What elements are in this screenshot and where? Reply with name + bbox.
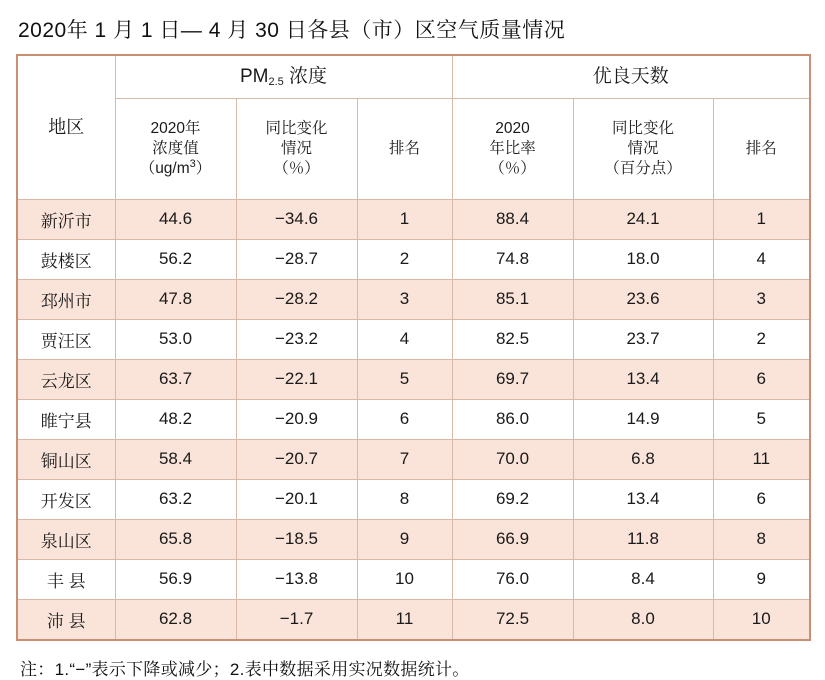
cell-pm25-rank: 1 bbox=[357, 199, 452, 239]
cell-days-value: 88.4 bbox=[452, 199, 573, 239]
header-pm25-value-l1: 2020年 bbox=[150, 119, 201, 137]
cell-days-value: 72.5 bbox=[452, 599, 573, 640]
header-days-change-l1: 同比变化 bbox=[611, 119, 674, 137]
cell-days-change: 11.8 bbox=[573, 519, 713, 559]
cell-pm25-change: −34.6 bbox=[236, 199, 357, 239]
cell-region: 睢宁县 bbox=[17, 399, 115, 439]
header-pm25-value-l2: 浓度值 bbox=[152, 139, 199, 157]
cell-region: 新沂市 bbox=[17, 199, 115, 239]
cell-days-change: 8.4 bbox=[573, 559, 713, 599]
cell-region: 邳州市 bbox=[17, 279, 115, 319]
header-pm25-change bbox=[236, 98, 357, 199]
cell-days-rank: 11 bbox=[713, 439, 810, 479]
cell-pm25-rank: 7 bbox=[357, 439, 452, 479]
table-row bbox=[17, 479, 810, 519]
cell-days-rank: 4 bbox=[713, 239, 810, 279]
table-row bbox=[17, 279, 810, 319]
table-row bbox=[17, 199, 810, 239]
header-days-value-l3: （％） bbox=[489, 159, 536, 177]
header-days-change-l3: （百分点） bbox=[604, 159, 682, 177]
table-row bbox=[17, 399, 810, 439]
table-row bbox=[17, 359, 810, 399]
cell-days-change: 23.6 bbox=[573, 279, 713, 319]
cell-pm25-rank: 9 bbox=[357, 519, 452, 559]
cell-pm25-rank: 11 bbox=[357, 599, 452, 640]
cell-pm25-change: −20.1 bbox=[236, 479, 357, 519]
table-row bbox=[17, 439, 810, 479]
cell-pm25-change: −28.7 bbox=[236, 239, 357, 279]
cell-days-rank: 2 bbox=[713, 319, 810, 359]
cell-pm25-rank: 2 bbox=[357, 239, 452, 279]
cell-days-change: 24.1 bbox=[573, 199, 713, 239]
cell-pm25-change: −20.9 bbox=[236, 399, 357, 439]
cell-pm25-rank: 3 bbox=[357, 279, 452, 319]
header-group-good-days: 优良天数 bbox=[452, 55, 810, 98]
cell-days-change: 13.4 bbox=[573, 479, 713, 519]
cell-pm25-rank: 5 bbox=[357, 359, 452, 399]
cell-pm25-value: 63.7 bbox=[115, 359, 236, 399]
cell-days-rank: 3 bbox=[713, 279, 810, 319]
cell-days-change: 14.9 bbox=[573, 399, 713, 439]
table-row bbox=[17, 319, 810, 359]
header-pm25-rank: 排名 bbox=[357, 98, 452, 199]
cell-days-rank: 8 bbox=[713, 519, 810, 559]
header-days-rank: 排名 bbox=[713, 98, 810, 199]
header-days-value bbox=[452, 98, 573, 199]
header-group-pm25: $PM_{2.5}$ 浓度 bbox=[115, 55, 452, 98]
cell-days-value: 69.7 bbox=[452, 359, 573, 399]
cell-region: 铜山区 bbox=[17, 439, 115, 479]
header-days-value-l1: 2020 bbox=[495, 119, 530, 137]
cell-pm25-value: 48.2 bbox=[115, 399, 236, 439]
header-pm25-change-l3: （％） bbox=[273, 159, 320, 177]
cell-region: 贾汪区 bbox=[17, 319, 115, 359]
cell-days-rank: 6 bbox=[713, 359, 810, 399]
header-days-change-l2: 情况 bbox=[627, 139, 659, 157]
cell-days-value: 74.8 bbox=[452, 239, 573, 279]
cell-pm25-value: 47.8 bbox=[115, 279, 236, 319]
cell-days-value: 76.0 bbox=[452, 559, 573, 599]
cell-region: 沛 县 bbox=[17, 599, 115, 640]
cell-days-value: 66.9 bbox=[452, 519, 573, 559]
cell-days-rank: 5 bbox=[713, 399, 810, 439]
table-row bbox=[17, 519, 810, 559]
cell-pm25-rank: 6 bbox=[357, 399, 452, 439]
cell-days-rank: 1 bbox=[713, 199, 810, 239]
cell-region: 云龙区 bbox=[17, 359, 115, 399]
header-row-subs bbox=[17, 98, 810, 199]
cell-pm25-change: −18.5 bbox=[236, 519, 357, 559]
cell-days-rank: 10 bbox=[713, 599, 810, 640]
table-header bbox=[17, 55, 810, 199]
cell-days-rank: 6 bbox=[713, 479, 810, 519]
cell-region: 丰 县 bbox=[17, 559, 115, 599]
cell-days-value: 85.1 bbox=[452, 279, 573, 319]
cell-pm25-value: 56.2 bbox=[115, 239, 236, 279]
cell-days-value: 69.2 bbox=[452, 479, 573, 519]
cell-pm25-value: 53.0 bbox=[115, 319, 236, 359]
header-row-groups bbox=[17, 55, 810, 98]
header-days-value-l2: 年比率 bbox=[489, 139, 536, 157]
cell-pm25-change: −28.2 bbox=[236, 279, 357, 319]
air-quality-table bbox=[16, 54, 811, 641]
table-body bbox=[17, 199, 810, 640]
page-title: 2020年 1 月 1 日— 4 月 30 日各县（市）区空气质量情况 bbox=[18, 19, 566, 42]
cell-pm25-value: 44.6 bbox=[115, 199, 236, 239]
header-pm25-change-l2: 情况 bbox=[280, 139, 312, 157]
cell-pm25-value: 56.9 bbox=[115, 559, 236, 599]
cell-days-change: 8.0 bbox=[573, 599, 713, 640]
cell-pm25-change: −1.7 bbox=[236, 599, 357, 640]
table-row bbox=[17, 559, 810, 599]
cell-days-change: 13.4 bbox=[573, 359, 713, 399]
cell-pm25-value: 65.8 bbox=[115, 519, 236, 559]
header-days-change bbox=[573, 98, 713, 199]
cell-days-rank: 9 bbox=[713, 559, 810, 599]
table-row bbox=[17, 239, 810, 279]
cell-pm25-rank: 4 bbox=[357, 319, 452, 359]
cell-region: 泉山区 bbox=[17, 519, 115, 559]
cell-pm25-change: −13.8 bbox=[236, 559, 357, 599]
table-note: 注：1.“−”表示下降或减少；2.表中数据采用实况数据统计。 bbox=[20, 659, 470, 679]
header-region: 地区 bbox=[17, 55, 115, 199]
header-pm25-change-l1: 同比变化 bbox=[265, 119, 328, 137]
cell-pm25-change: −22.1 bbox=[236, 359, 357, 399]
cell-region: 开发区 bbox=[17, 479, 115, 519]
header-pm25-value bbox=[115, 98, 236, 199]
cell-pm25-change: −20.7 bbox=[236, 439, 357, 479]
cell-days-value: 86.0 bbox=[452, 399, 573, 439]
cell-days-value: 70.0 bbox=[452, 439, 573, 479]
cell-pm25-value: 62.8 bbox=[115, 599, 236, 640]
cell-pm25-change: −23.2 bbox=[236, 319, 357, 359]
cell-days-value: 82.5 bbox=[452, 319, 573, 359]
cell-pm25-rank: 8 bbox=[357, 479, 452, 519]
cell-pm25-rank: 10 bbox=[357, 559, 452, 599]
cell-days-change: 6.8 bbox=[573, 439, 713, 479]
cell-days-change: 18.0 bbox=[573, 239, 713, 279]
cell-region: 鼓楼区 bbox=[17, 239, 115, 279]
cell-days-change: 23.7 bbox=[573, 319, 713, 359]
header-pm25-value-l3: $(ug/m^3)$ bbox=[139, 157, 212, 177]
cell-pm25-value: 63.2 bbox=[115, 479, 236, 519]
cell-pm25-value: 58.4 bbox=[115, 439, 236, 479]
